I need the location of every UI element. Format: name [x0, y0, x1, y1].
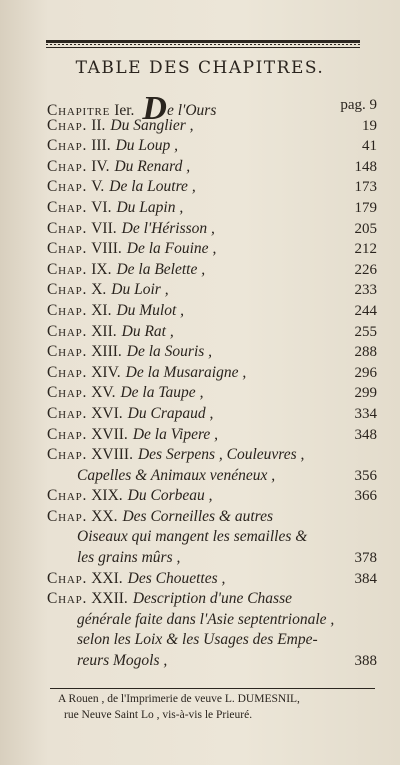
chapter-title: De la Fouine , — [126, 240, 217, 258]
chapter-continuation-line — [47, 466, 377, 487]
chapter-entry — [47, 198, 377, 219]
chapter-title-continued: reurs Mogols , — [77, 652, 168, 670]
page-number: 388 — [354, 653, 377, 670]
chapter-number: XXI. — [91, 569, 123, 587]
chapter-entry — [47, 136, 377, 157]
top-ornamental-rule — [46, 40, 360, 48]
chapter-title: Des Serpens , Couleuvres , — [137, 446, 305, 464]
drop-capital: D — [142, 90, 167, 127]
page-number: 233 — [354, 282, 377, 299]
chapter-title: De la Souris , — [126, 343, 213, 361]
chapter-label: Chap. — [47, 569, 88, 587]
chapter-label: Chap. — [47, 446, 88, 464]
chapter-title: Du Loup , — [115, 137, 179, 155]
page-number: 356 — [354, 467, 377, 484]
chapter-entry — [47, 363, 377, 384]
chapter-entry — [47, 260, 377, 281]
chapter-number: XII. — [91, 322, 117, 340]
chapter-title: Du Renard , — [114, 157, 191, 175]
chapter-label: Chap. — [47, 363, 88, 381]
chapter-label: Chap. — [47, 281, 88, 299]
chapter-entry — [47, 157, 377, 178]
page-number: 334 — [354, 405, 377, 422]
chapter-entry — [47, 486, 377, 507]
chapter-entry — [47, 425, 377, 446]
chapter-list — [47, 90, 377, 672]
chapter-title: Du Crapaud , — [127, 404, 214, 422]
chapter-number: VIII. — [91, 240, 122, 258]
chapter-title-continued: selon les Loix & les Usages des Empe- — [77, 631, 318, 649]
chapter-label: Chap. — [47, 322, 88, 340]
chapter-title: Des Chouettes , — [127, 569, 226, 587]
page-number: 296 — [354, 364, 377, 381]
chapter-label: Chap. — [47, 240, 88, 258]
page-number: 288 — [354, 344, 377, 361]
chapter-number: XVII. — [91, 425, 128, 443]
chapter-title: Du Sanglier , — [110, 116, 194, 134]
page-number: 378 — [354, 550, 377, 567]
page-number: 255 — [354, 323, 377, 340]
chapter-number: IV. — [91, 157, 110, 175]
chapter-label: Chap. — [47, 178, 88, 196]
page-number: 366 — [354, 488, 377, 505]
chapter-number: XX. — [91, 507, 118, 525]
chapter-title: Du Rat , — [121, 322, 174, 340]
imprint-line-2: rue Neuve Saint Lo , vis-à-vis le Prieuré. — [64, 709, 253, 721]
chapter-title-continued: Capelles & Animaux venéneux , — [77, 466, 276, 484]
chapter-title: De la Belette , — [116, 260, 206, 278]
page-number: 173 — [354, 179, 377, 196]
chapter-label: Chap. — [47, 301, 88, 319]
chapter-label: Chap. — [47, 198, 88, 216]
chapter-entry — [47, 280, 377, 301]
chapter-number: IX. — [91, 260, 112, 278]
page-number: pag. 9 — [340, 97, 377, 113]
chapter-entry — [47, 322, 377, 343]
chapter-entry — [47, 342, 377, 363]
chapter-continuation-line — [47, 527, 377, 548]
footer-rule — [50, 688, 375, 689]
chapter-number: Ier. — [114, 102, 135, 119]
chapter-entry — [47, 301, 377, 322]
chapter-label: Chap. — [47, 116, 88, 134]
page-number: 179 — [354, 199, 377, 216]
chapter-label: Chap. — [47, 425, 88, 443]
chapter-number: XVIII. — [91, 446, 133, 464]
chapter-title: Des Corneilles & autres — [122, 507, 274, 525]
chapter-number: X. — [91, 281, 107, 299]
imprint-line-1: A Rouen , de l'Imprimerie de veuve L. DUMESNIL, — [58, 693, 300, 705]
chapter-title: De la Loutre , — [109, 178, 196, 196]
chapter-entry — [47, 589, 377, 610]
chapter-label: Chap. — [47, 507, 88, 525]
chapter-title: De l'Hérisson , — [121, 219, 215, 237]
chapter-number: XI. — [91, 301, 112, 319]
chapter-label: Chap. — [47, 343, 88, 361]
chapter-number: XIII. — [91, 343, 122, 361]
page-number: 41 — [362, 138, 377, 155]
chapter-entry — [47, 116, 377, 137]
chapter-label: Chap. — [47, 487, 88, 505]
chapter-continuation-line — [47, 630, 377, 651]
chapter-entry — [47, 507, 377, 528]
chapter-entry — [47, 569, 377, 590]
chapter-number: XIX. — [91, 487, 123, 505]
chapter-title-continued: les grains mûrs , — [77, 549, 181, 567]
chapter-title: e l'Ours — [166, 102, 217, 119]
page-number: 299 — [354, 385, 377, 402]
chapter-continuation-line — [47, 548, 377, 569]
chapter-title: Du Lapin , — [116, 198, 184, 216]
chapter-label: Chap. — [47, 384, 88, 402]
chapter-entry — [47, 177, 377, 198]
chapter-title: Du Loir , — [111, 281, 169, 299]
chapter-title: De la Vipere , — [132, 425, 219, 443]
page-number: 148 — [354, 158, 377, 175]
page-number: 244 — [354, 302, 377, 319]
chapter-continuation-line — [47, 651, 377, 672]
chapter-title-continued: Oiseaux qui mangent les semailles & — [77, 528, 308, 546]
chapter-number: VII. — [91, 219, 117, 237]
chapter-entry — [47, 404, 377, 425]
chapter-number: II. — [91, 116, 106, 134]
chapter-number: XVI. — [91, 404, 123, 422]
chapter-entry — [47, 239, 377, 260]
chapter-label: Chap. — [47, 157, 88, 175]
chapter-entry — [47, 383, 377, 404]
chapter-label: Chap. — [47, 260, 88, 278]
chapter-number: VI. — [91, 198, 112, 216]
chapter-number: V. — [91, 178, 105, 196]
page-number: 226 — [354, 261, 377, 278]
page-number: 205 — [354, 220, 377, 237]
chapter-continuation-line — [47, 610, 377, 631]
chapter-number: III. — [91, 137, 111, 155]
page-number: 212 — [354, 241, 377, 258]
chapter-number: XV. — [91, 384, 116, 402]
page-number: 384 — [354, 570, 377, 587]
chapter-title: De la Taupe , — [120, 384, 204, 402]
chapter-number: XIV. — [91, 363, 121, 381]
chapter-label: Chap. — [47, 137, 88, 155]
chapter-entry — [47, 219, 377, 240]
chapter-label: Chap. — [47, 404, 88, 422]
page-number: 19 — [362, 117, 377, 134]
page-title: TABLE DES CHAPITRES. — [75, 58, 325, 78]
chapter-title-continued: générale faite dans l'Asie septentrionale , — [77, 610, 335, 628]
chapter-number: XXII. — [91, 590, 128, 608]
chapter-label: Chap. — [47, 219, 88, 237]
chapter-title: Du Corbeau , — [127, 487, 213, 505]
imprint-footer — [58, 691, 378, 723]
chapter-title: Du Mulot , — [116, 301, 185, 319]
chapter-title: Description d'une Chasse — [132, 590, 292, 608]
chapter-label: Chapitre — [47, 102, 111, 119]
chapter-entry — [47, 445, 377, 466]
page-number: 348 — [354, 426, 377, 443]
chapter-label: Chap. — [47, 590, 88, 608]
chapter-title: De la Musaraigne , — [125, 363, 247, 381]
